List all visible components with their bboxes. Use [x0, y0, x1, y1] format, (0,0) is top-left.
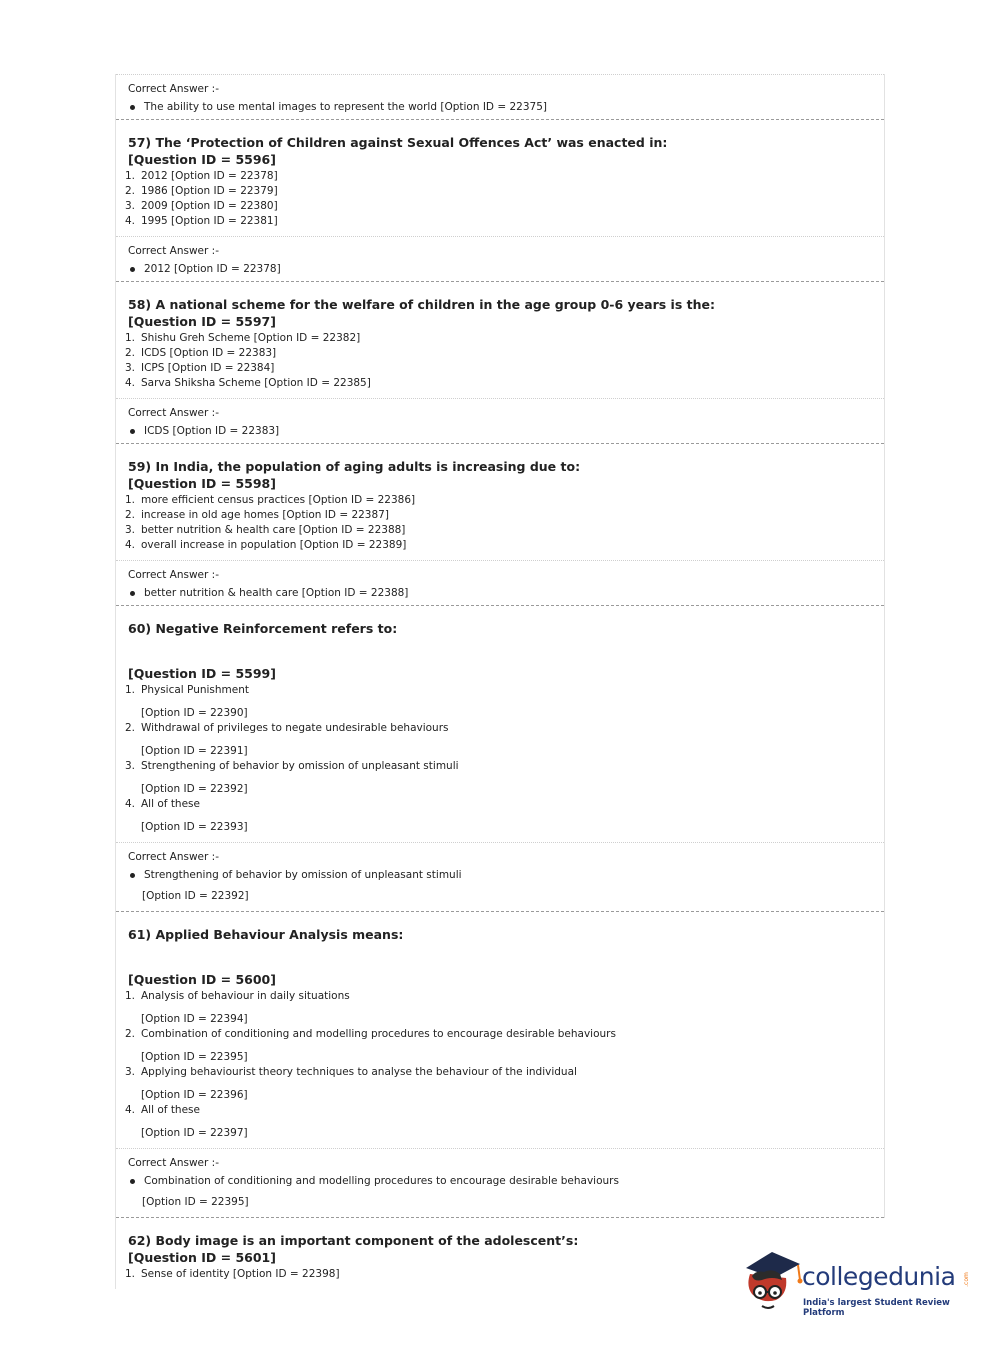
- question-block-58: [115, 282, 885, 444]
- answer-item: The ability to use mental images to represent the world [Option ID = 22375]: [130, 101, 872, 113]
- answer-title: Correct Answer :-: [128, 851, 219, 863]
- logo-suffix: .com: [962, 1272, 970, 1287]
- option-item: 4. 1995 [Option ID = 22381]: [125, 215, 278, 227]
- option-id: [Option ID = 22396]: [141, 1089, 248, 1101]
- question-title: 59) In India, the population of aging adults is increasing due to:: [128, 459, 581, 474]
- answer-title: Correct Answer :-: [128, 569, 219, 581]
- option-item: 3. better nutrition & health care [Option ID = 22388]: [125, 524, 406, 536]
- question-block-60: [115, 606, 885, 912]
- option-id: [Option ID = 22395]: [141, 1051, 248, 1063]
- question-block-57: [115, 120, 885, 282]
- bullet-icon: [130, 1179, 135, 1184]
- option-item: 3. ICPS [Option ID = 22384]: [125, 362, 275, 374]
- question-id: [Question ID = 5597]: [128, 314, 276, 329]
- option-list: [125, 989, 872, 1141]
- option-id: [Option ID = 22392]: [141, 783, 248, 795]
- option-id: [Option ID = 22394]: [141, 1013, 248, 1025]
- option-id: [Option ID = 22390]: [141, 707, 248, 719]
- question-id: [Question ID = 5599]: [128, 666, 276, 681]
- option-item: 4. overall increase in population [Option ID = 22389]: [125, 539, 407, 551]
- question-title: 61) Applied Behaviour Analysis means:: [128, 927, 404, 942]
- option-list: [125, 683, 872, 835]
- option-item: 1. more efficient census practices [Option ID = 22386]: [125, 494, 416, 506]
- option-item: 1. Analysis of behaviour in daily situations [Option ID = 22394]: [125, 989, 872, 1027]
- answer-block-56: [115, 74, 885, 120]
- question-id: [Question ID = 5600]: [128, 972, 276, 987]
- option-item: 2. ICDS [Option ID = 22383]: [125, 347, 277, 359]
- bullet-icon: [130, 591, 135, 596]
- answer-item: Combination of conditioning and modelling procedures to encourage desirable behaviours: [130, 1175, 872, 1187]
- bullet-icon: [130, 429, 135, 434]
- option-item: 2. Combination of conditioning and modelling procedures to encourage desirable behaviours [Option ID = 22395]: [125, 1027, 872, 1065]
- answer-item: better nutrition & health care [Option ID = 22388]: [130, 587, 872, 599]
- answer-item: ICDS [Option ID = 22383]: [130, 425, 872, 437]
- answer-title: Correct Answer :-: [128, 83, 219, 95]
- option-list: [125, 331, 872, 391]
- exam-document: [115, 74, 885, 1289]
- option-item: 2. increase in old age homes [Option ID = 22387]: [125, 509, 389, 521]
- answer-item: Strengthening of behavior by omission of unpleasant stimuli: [130, 869, 872, 881]
- option-item: 4. All of these [Option ID = 22393]: [125, 797, 872, 835]
- option-id: [Option ID = 22391]: [141, 745, 248, 757]
- option-item: 4. Sarva Shiksha Scheme [Option ID = 22385]: [125, 377, 371, 389]
- question-id: [Question ID = 5598]: [128, 476, 276, 491]
- option-list: [125, 493, 872, 553]
- answer-title: Correct Answer :-: [128, 245, 219, 257]
- answer-title: Correct Answer :-: [128, 1157, 219, 1169]
- question-title: 57) The ‘Protection of Children against Sexual Offences Act’ was enacted in:: [128, 135, 668, 150]
- answer-title: Correct Answer :-: [128, 407, 219, 419]
- option-list: [125, 169, 872, 229]
- option-item: 3. 2009 [Option ID = 22380]: [125, 200, 278, 212]
- bullet-icon: [130, 105, 135, 110]
- option-id: [Option ID = 22393]: [141, 821, 248, 833]
- question-id: [Question ID = 5596]: [128, 152, 276, 167]
- option-item: 2. Withdrawal of privileges to negate undesirable behaviours [Option ID = 22391]: [125, 721, 872, 759]
- bullet-icon: [130, 873, 135, 878]
- collegedunia-logo[interactable]: [742, 1250, 972, 1320]
- option-item: 3. Strengthening of behavior by omission of unpleasant stimuli [Option ID = 22392]: [125, 759, 872, 797]
- question-block-59: [115, 444, 885, 606]
- option-item: 1. Shishu Greh Scheme [Option ID = 22382]: [125, 332, 361, 344]
- option-item: 4. All of these [Option ID = 22397]: [125, 1103, 872, 1141]
- question-id: [Question ID = 5601]: [128, 1250, 276, 1265]
- option-item: 3. Applying behaviourist theory techniques to analyse the behaviour of the individual [Option ID = 22396]: [125, 1065, 872, 1103]
- answer-item: 2012 [Option ID = 22378]: [130, 263, 872, 275]
- option-item: 2. 1986 [Option ID = 22379]: [125, 185, 278, 197]
- logo-tagline: India's largest Student Review Platform: [803, 1298, 950, 1318]
- answer-option-id: [Option ID = 22395]: [142, 1196, 249, 1208]
- bullet-icon: [130, 267, 135, 272]
- option-item: 1. Physical Punishment [Option ID = 22390]: [125, 683, 872, 721]
- mascot-icon: [742, 1250, 804, 1320]
- option-item: 1. Sense of identity [Option ID = 22398]: [125, 1268, 340, 1280]
- answer-option-id: [Option ID = 22392]: [142, 890, 249, 902]
- question-title: 60) Negative Reinforcement refers to:: [128, 621, 398, 636]
- question-block-61: [115, 912, 885, 1218]
- question-title: 58) A national scheme for the welfare of children in the age group 0-6 years is the:: [128, 297, 715, 312]
- logo-wordmark: collegedunia: [802, 1262, 956, 1291]
- option-item: 1. 2012 [Option ID = 22378]: [125, 170, 278, 182]
- option-id: [Option ID = 22397]: [141, 1127, 248, 1139]
- question-title: 62) Body image is an important component of the adolescent’s:: [128, 1233, 579, 1248]
